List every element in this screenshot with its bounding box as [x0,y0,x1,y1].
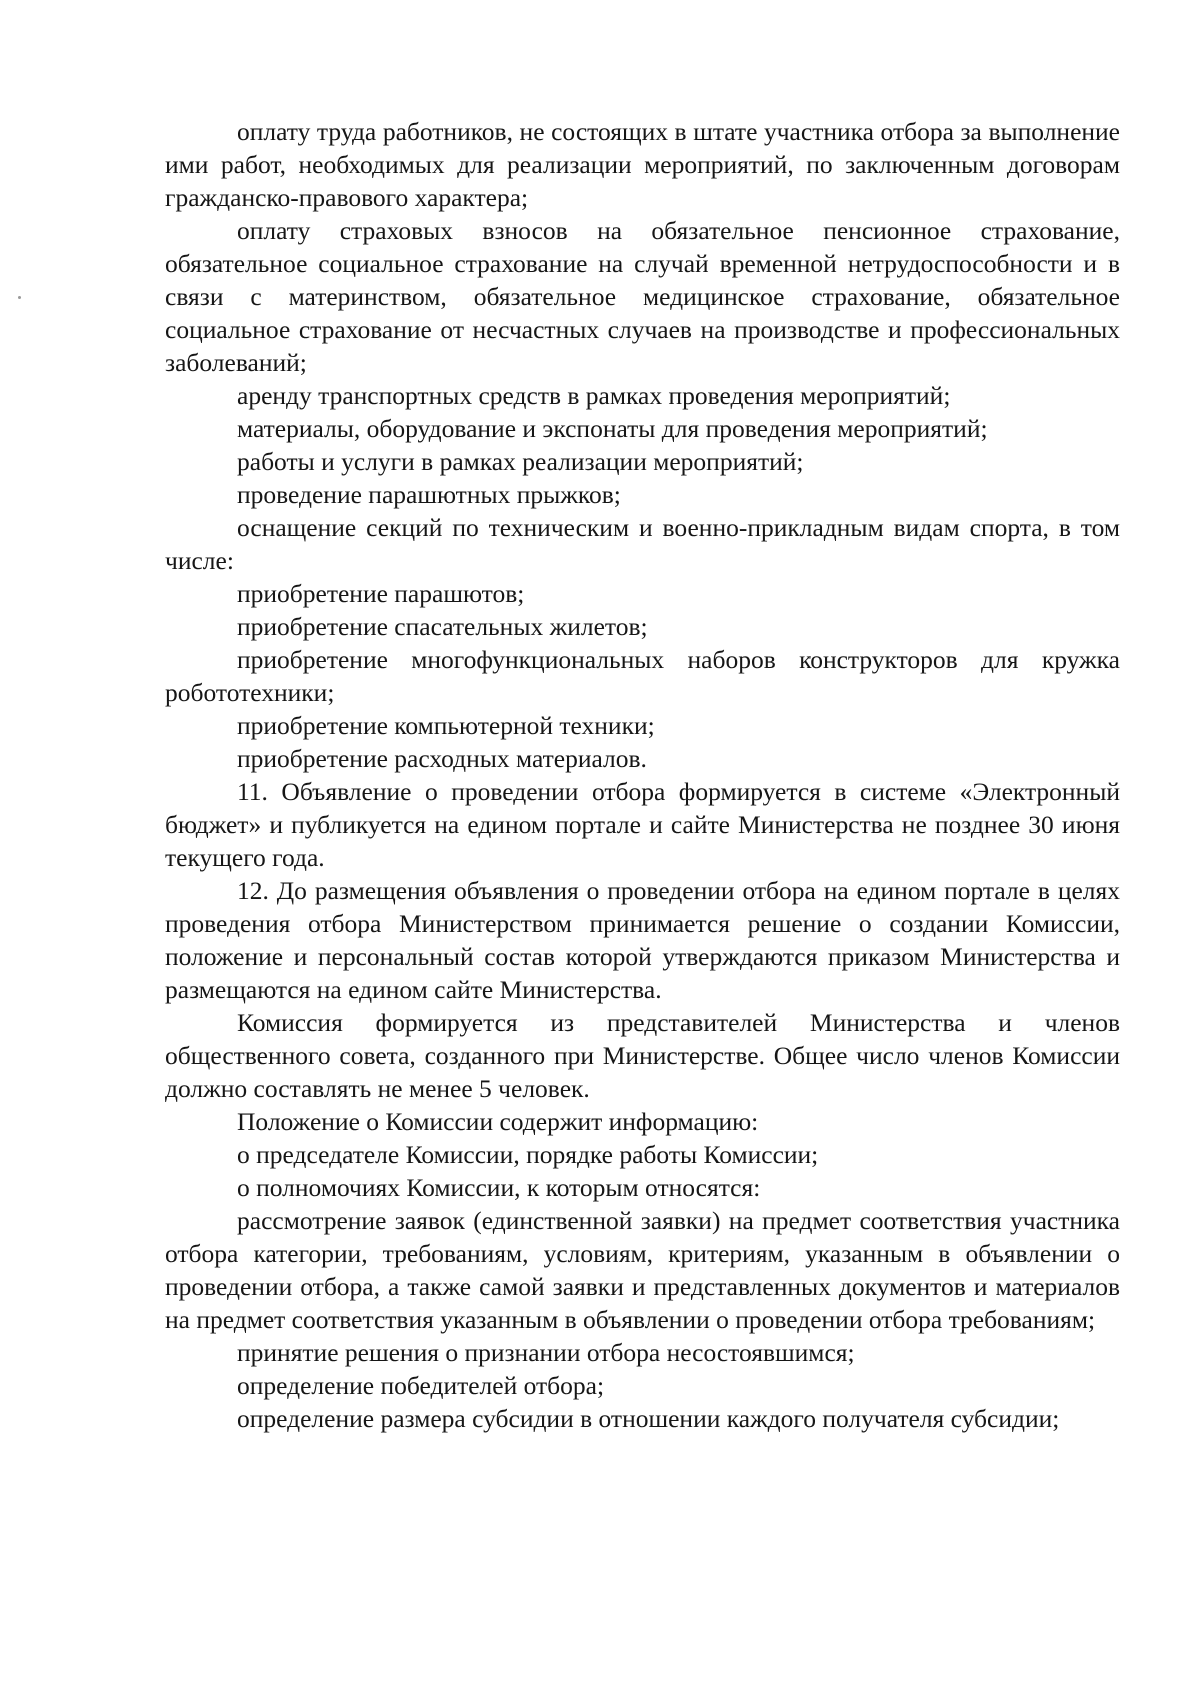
paragraph: материалы, оборудование и экспонаты для проведения мероприятий; [237,414,988,443]
paragraph: приобретение парашютов; [237,579,525,608]
paragraph: приобретение расходных материалов. [237,744,647,773]
paragraph: Положение о Комиссии содержит информацию: [237,1107,759,1136]
paragraph: определение размера субсидии в отношении каждого получателя субсидии; [237,1404,1060,1433]
paragraph: о председателе Комиссии, порядке работы Комиссии; [237,1140,819,1169]
paragraph: принятие решения о признании отбора несостоявшимся; [237,1338,855,1367]
paragraph: работы и услуги в рамках реализации мероприятий; [237,447,804,476]
document-body [165,115,1120,1435]
paragraph: определение победителей отбора; [237,1371,605,1400]
paragraph: о полномочиях Комиссии, к которым относятся: [237,1173,761,1202]
paragraph-item-12: 12. До размещения объявления о проведении отбора на едином портале в целях проведения отбора Министерством принимается решение о создании Комиссии, положение и персональный состав которой утверждаются приказом Министерства и размещаются на едином сайте Министерства. [165,876,1120,1004]
scan-speck [18,296,21,299]
paragraph-item-11: 11. Объявление о проведении отбора формируется в системе «Электронный бюджет» и публикуется на едином портале и сайте Министерства не позднее 30 июня текущего года. [165,777,1120,872]
paragraph: приобретение многофункциональных наборов конструкторов для кружка робототехники; [165,645,1120,707]
paragraph: рассмотрение заявок (единственной заявки) на предмет соответствия участника отбора категории, требованиям, условиям, критериям, указанным в объявлении о проведении отбора, а также самой заявки и представленных документов и материалов на предмет соответствия указанным в объявлении о проведении отбора требованиям; [165,1206,1120,1334]
paragraph: Комиссия формируется из представителей Министерства и членов общественного совета, созданного при Министерстве. Общее число членов Комиссии должно составлять не менее 5 человек. [165,1008,1120,1103]
paragraph: оплату страховых взносов на обязательное пенсионное страхование, обязательное социальное страхование на случай временной нетрудоспособности и в связи с материнством, обязательное медицинское страхование, обязательное социальное страхование от несчастных случаев на производстве и профессиональных заболеваний; [165,216,1120,377]
paragraph: аренду транспортных средств в рамках проведения мероприятий; [237,381,951,410]
paragraph: приобретение компьютерной техники; [237,711,655,740]
paragraph: проведение парашютных прыжков; [237,480,621,509]
paragraph: оснащение секций по техническим и военно-прикладным видам спорта, в том числе: [165,513,1120,575]
paragraph: оплату труда работников, не состоящих в штате участника отбора за выполнение ими работ, необходимых для реализации мероприятий, по заключенным договорам гражданско-правового характера; [165,117,1120,212]
paragraph: приобретение спасательных жилетов; [237,612,648,641]
